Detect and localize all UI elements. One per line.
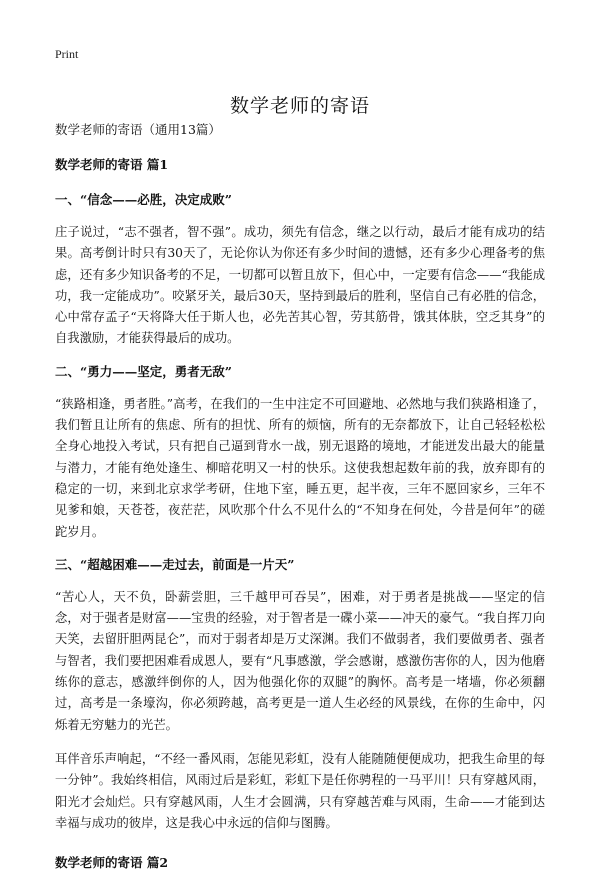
paragraph: “苦心人，天不负，卧薪尝胆，三千越甲可吞吴”，困难，对于勇者是挑战——坚定的信念，对于强者是财富——宝贵的经验，对于智者是一碟小菜——冲天的豪气。“我自挥刀向天笑，去留肝胆两昆仑”，而对于弱者却是万丈深渊。我们不做弱者，我们要做勇者、强者与智者，我们要把困难看成恩人，要有“凡事感激，学会感谢，感激伤害你的人，因为他磨练你的意志，感激绊倒你的人，因为他强化你的双腿”的胸怀。高考是一堵墙，你必须翻过，高考是一条壕沟，你必须跨越，高考更是一道人生必经的风景线，在你的生命中，闪烁着无穷魅力的光芒。 xyxy=(55,589,545,732)
paragraph: 庄子说过，“志不强者，智不强”。成功，须先有信念，继之以行动，最后才能有成功的结果。高考倒计时只有30天了，无论你认为你还有多少时间的遗憾，还有多少心理备考的焦虑，还有多少知识备考的不足，一切都可以暂且放下，但心中，一定要有信念——“我能成功，我一定能成功”。咬紧牙关，最后30天，坚持到最后的胜利，坚信自己有必胜的信念，心中常存孟子“天将降大任于斯人也，必先苦其心智，劳其筋骨，饿其体肤，空乏其身”的自我激励，才能获得最后的成功。 xyxy=(55,225,545,346)
document-subtitle: 数学老师的寄语（通用13篇） xyxy=(55,122,221,137)
paragraph: 耳伴音乐声响起，“不经一番风雨，怎能见彩虹，没有人能随随便便成功，把我生命里的每一分钟”。我始终相信，风雨过后是彩虹，彩虹下是任你骋程的一马平川！只有穿越风雨，阳光才会灿烂。只有穿越风雨，人生才会圆满，只有穿越苦难与风雨，生命——才能到达幸福与成功的彼岸，这是我心中永远的信仰与图腾。 xyxy=(55,751,545,830)
section-heading-1: 一、“信念——必胜，决定成败” xyxy=(55,192,232,207)
article-heading-2: 数学老师的寄语 篇2 xyxy=(55,855,169,871)
paragraph: “狭路相逢，勇者胜。”高考，在我们的一生中注定不可回避地、必然地与我们狭路相逢了，我们暂且让所有的焦虑、所有的担忧、所有的烦恼，所有的无奈都放下，让自己轻轻松松全身心地投入考试，只有把自己逼到背水一战，别无退路的境地，才能迸发出最大的能量与潜力，才能有绝处逢生、柳暗花明又一村的快乐。这使我想起数年前的我，放弃即有的稳定的一切，来到北京求学考研，住地下室，睡五更，起半夜，三年不愿回家乡，三年不见爹和娘，天苍苍，夜茫茫，风吹那个什么不见什么的“不知身在何处，今昔是何年”的磋跎岁月。 xyxy=(55,396,545,539)
section-heading-3: 三、“超越困难——走过去，前面是一片天” xyxy=(55,556,295,572)
section-heading-2: 二、“勇力——坚定，勇者无敌” xyxy=(55,363,232,379)
document-body xyxy=(55,121,545,889)
print-link[interactable]: Print xyxy=(55,47,79,61)
article-heading-1: 数学老师的寄语 篇1 xyxy=(55,157,169,172)
page-title: 数学老师的寄语 xyxy=(229,94,370,117)
